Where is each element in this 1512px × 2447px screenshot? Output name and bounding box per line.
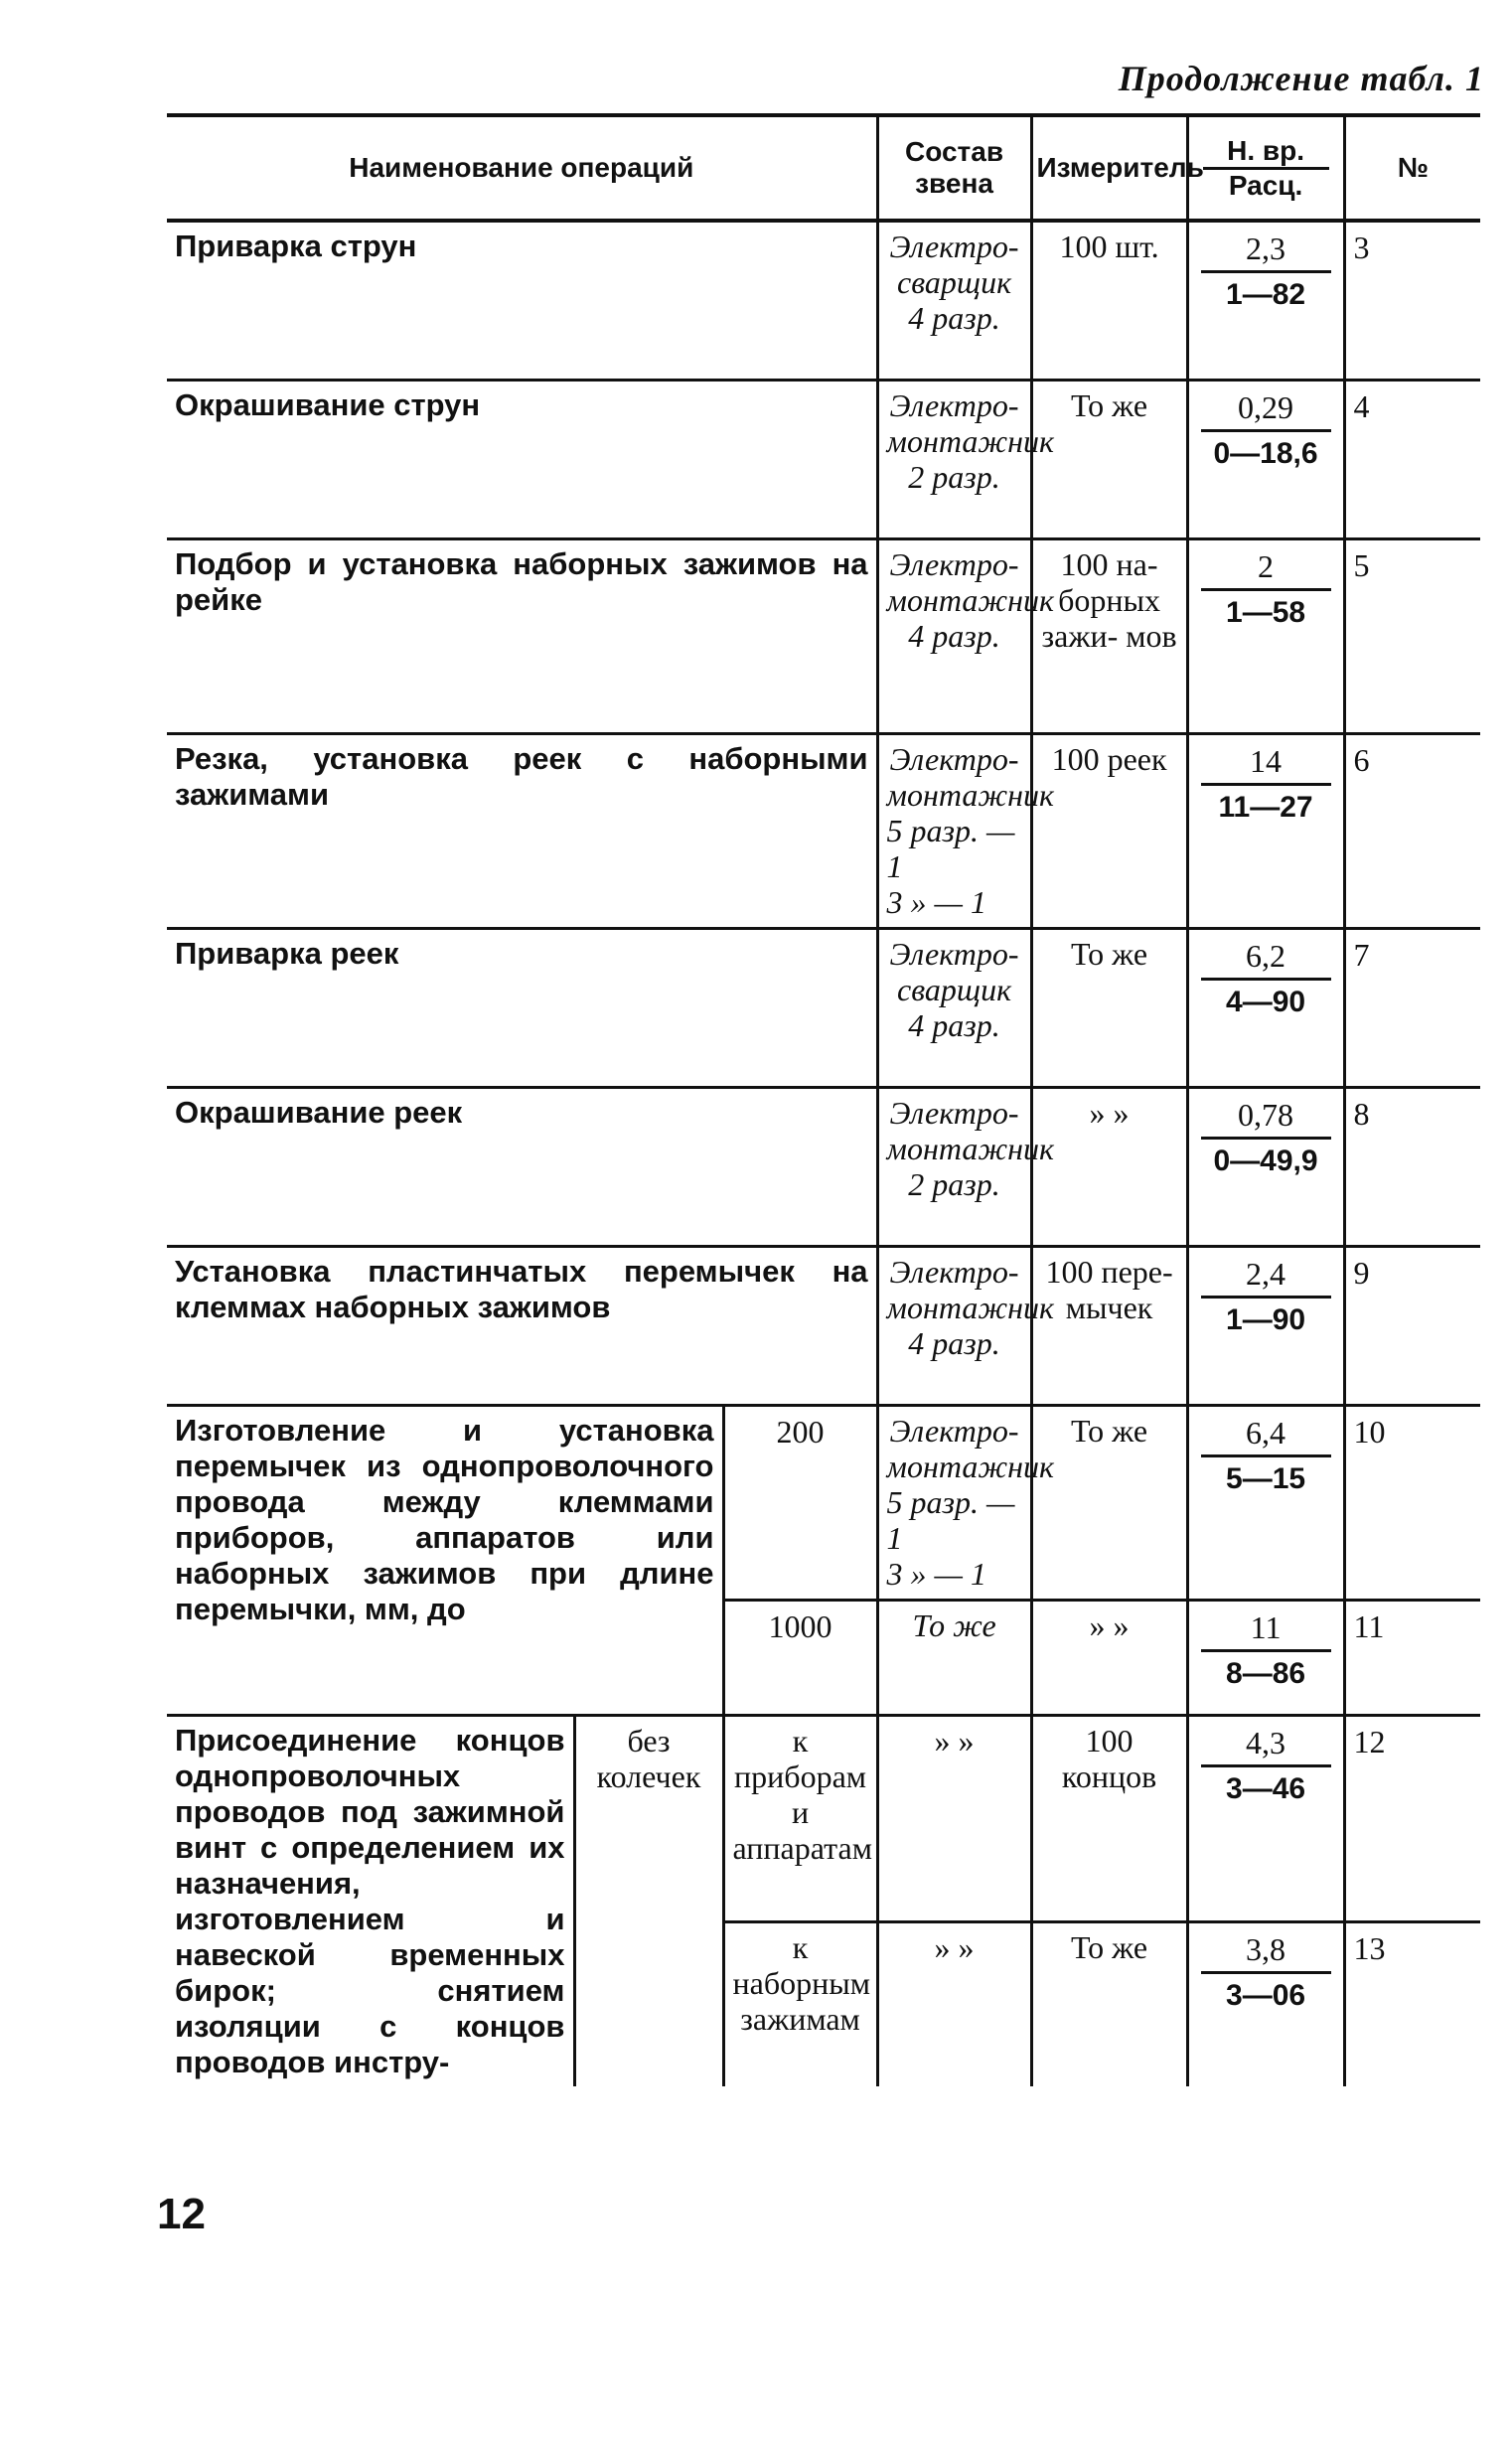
crew-line: 3 » — 1 <box>886 1555 986 1592</box>
norm-fraction <box>1187 1087 1344 1246</box>
crew: » » <box>877 1715 1031 1922</box>
row-number: 11 <box>1344 1600 1480 1715</box>
header-unit: Измеритель <box>1031 115 1187 221</box>
rate: 8—86 <box>1226 1656 1306 1690</box>
unit: То же <box>1031 1922 1187 2086</box>
table-header <box>167 115 1480 221</box>
crew-line: Электро- <box>889 386 1019 423</box>
norm-fraction <box>1187 733 1344 928</box>
norm-fraction <box>1187 538 1344 733</box>
rate: 11—27 <box>1218 790 1313 824</box>
crew-line: сварщик <box>897 971 1012 1007</box>
norm-fraction <box>1187 1600 1344 1715</box>
rate: 1—82 <box>1226 278 1306 311</box>
norm-fraction <box>1187 1922 1344 2086</box>
norm-time: 6,2 <box>1201 936 1331 981</box>
crew <box>877 538 1054 733</box>
row-number: 9 <box>1344 1246 1480 1405</box>
operation-name: Изготовление и установка перемычек из однопроволочного провода между клеммами приборов, аппаратов или наборных зажимов при длине перемычки, мм, до <box>167 1405 723 1715</box>
operation-name: Резка, установка реек с наборными зажимами <box>167 733 877 928</box>
crew-line: Электро- <box>889 545 1019 582</box>
crew-line: Электро- <box>889 935 1019 972</box>
crew <box>877 733 1054 928</box>
crew <box>877 1600 1031 1715</box>
crew <box>877 380 1054 538</box>
rate: 4—90 <box>1226 985 1306 1018</box>
jumper-length: 200 <box>723 1405 877 1600</box>
crew-line: 3 » — 1 <box>886 883 986 920</box>
crew <box>877 1087 1054 1246</box>
row-number: 8 <box>1344 1087 1480 1246</box>
crew-line: 5 разр. — 1 <box>886 812 1015 884</box>
ends-target: к наборным зажимам <box>723 1922 877 2086</box>
unit: 100 пере- мычек <box>1031 1246 1187 1405</box>
crew-line: монтажник <box>886 422 1054 459</box>
row-number: 6 <box>1344 733 1480 928</box>
rate: 1—58 <box>1226 595 1306 629</box>
crew-line: 5 разр. — 1 <box>886 1483 1015 1556</box>
norm-fraction <box>1187 1715 1344 1922</box>
table-row <box>167 928 1480 1087</box>
row-number: 12 <box>1344 1715 1480 1922</box>
operation-name: Приварка струн <box>167 221 877 380</box>
ends-target: к приборам и аппаратам <box>723 1715 877 1922</box>
rate: 5—15 <box>1226 1461 1306 1495</box>
norm-time: 2,3 <box>1201 229 1331 273</box>
operation-name: Окрашивание струн <box>167 380 877 538</box>
page-number: 12 <box>157 2190 206 2238</box>
crew <box>877 1246 1054 1405</box>
operation-name: Присоединение концов однопроволочных проводов под зажимной винт с определением их назначения, изготовлением и навеской временных бирок; снятием изоляции с концов проводов инстру- <box>167 1715 574 2086</box>
crew-line: То же <box>912 1606 996 1643</box>
norm-fraction <box>1187 221 1344 380</box>
table-row <box>167 221 1480 380</box>
unit: То же <box>1031 928 1187 1087</box>
unit: То же <box>1031 380 1187 538</box>
crew-line: монтажник <box>886 1130 1054 1166</box>
continuation-title: Продолжение табл. 1 <box>1118 59 1484 98</box>
crew: » » <box>877 1922 1031 2086</box>
norm-time: 11 <box>1201 1607 1331 1652</box>
crew <box>877 1405 1054 1600</box>
header-number: № <box>1344 115 1480 221</box>
row-number: 13 <box>1344 1922 1480 2086</box>
norm-time: 2 <box>1201 546 1331 591</box>
row-number: 7 <box>1344 928 1480 1087</box>
norms-table <box>167 113 1480 2086</box>
table-row <box>167 733 1480 928</box>
crew <box>877 928 1031 1087</box>
norm-fraction <box>1187 1405 1344 1600</box>
crew-line: монтажник <box>886 776 1054 813</box>
crew-line: Электро- <box>889 229 1019 264</box>
unit: 100 реек <box>1031 733 1187 928</box>
unit: » » <box>1031 1600 1187 1715</box>
rate: 0—49,9 <box>1213 1144 1318 1177</box>
operation-name: Окрашивание реек <box>167 1087 877 1246</box>
row-number: 4 <box>1344 380 1480 538</box>
crew <box>877 221 1031 380</box>
row-number: 3 <box>1344 221 1480 380</box>
crew-line: 2 разр. <box>908 458 1000 495</box>
norm-time: 4,3 <box>1201 1723 1331 1767</box>
norm-time: 3,8 <box>1201 1929 1331 1974</box>
norm-fraction <box>1187 928 1344 1087</box>
header-rate: Расц. <box>1228 169 1303 201</box>
header-norm-time: Н. вр. <box>1203 135 1329 170</box>
jumper-length: 1000 <box>723 1600 877 1715</box>
unit: 100 шт. <box>1031 221 1187 380</box>
table-row <box>167 1087 1480 1246</box>
crew-line: 4 разр. <box>908 1324 1000 1361</box>
crew-line: Электро- <box>889 740 1019 777</box>
crew-line: монтажник <box>886 581 1054 618</box>
norm-fraction <box>1187 1246 1344 1405</box>
norm-time: 6,4 <box>1201 1413 1331 1457</box>
operation-name: Приварка реек <box>167 928 877 1087</box>
header-crew: Состав звена <box>877 115 1031 221</box>
row-number: 5 <box>1344 538 1480 733</box>
unit: То же <box>1031 1405 1187 1600</box>
header-norm <box>1187 115 1344 221</box>
crew-line: 4 разр. <box>908 617 1000 654</box>
rate: 0—18,6 <box>1213 436 1318 470</box>
crew-line: Электро- <box>889 1094 1019 1131</box>
table-row <box>167 1405 1480 1600</box>
rate: 3—46 <box>1226 1771 1306 1805</box>
crew-line: Электро- <box>889 1253 1019 1290</box>
norm-time: 14 <box>1201 741 1331 786</box>
unit: 100 на- борных зажи- мов <box>1031 538 1187 733</box>
crew-line: 2 разр. <box>908 1165 1000 1202</box>
operation-name: Подбор и установка наборных зажимов на рейке <box>167 538 877 733</box>
ends-sub-condition: без колечек <box>574 1715 723 2086</box>
norm-fraction <box>1187 380 1344 538</box>
table-row <box>167 538 1480 733</box>
unit: 100 концов <box>1031 1715 1187 1922</box>
table-row <box>167 380 1480 538</box>
norm-time: 0,78 <box>1201 1095 1331 1140</box>
norm-time: 0,29 <box>1201 387 1331 432</box>
crew-line: Электро- <box>889 1412 1019 1449</box>
rate: 3—06 <box>1226 1979 1306 2013</box>
norm-time: 2,4 <box>1201 1254 1331 1299</box>
header-operation: Наименование операций <box>167 115 877 221</box>
crew-line: 4 разр. <box>908 300 1000 336</box>
table-row <box>167 1715 1480 1922</box>
unit: » » <box>1031 1087 1187 1246</box>
crew-line: сварщик <box>897 264 1012 300</box>
crew-line: 4 разр. <box>908 1006 1000 1043</box>
table-row <box>167 1246 1480 1405</box>
crew-line: монтажник <box>886 1448 1054 1484</box>
operation-name: Установка пластинчатых перемычек на клеммах наборных зажимов <box>167 1246 877 1405</box>
rate: 1—90 <box>1226 1302 1306 1336</box>
crew-line: монтажник <box>886 1289 1054 1325</box>
row-number: 10 <box>1344 1405 1480 1600</box>
